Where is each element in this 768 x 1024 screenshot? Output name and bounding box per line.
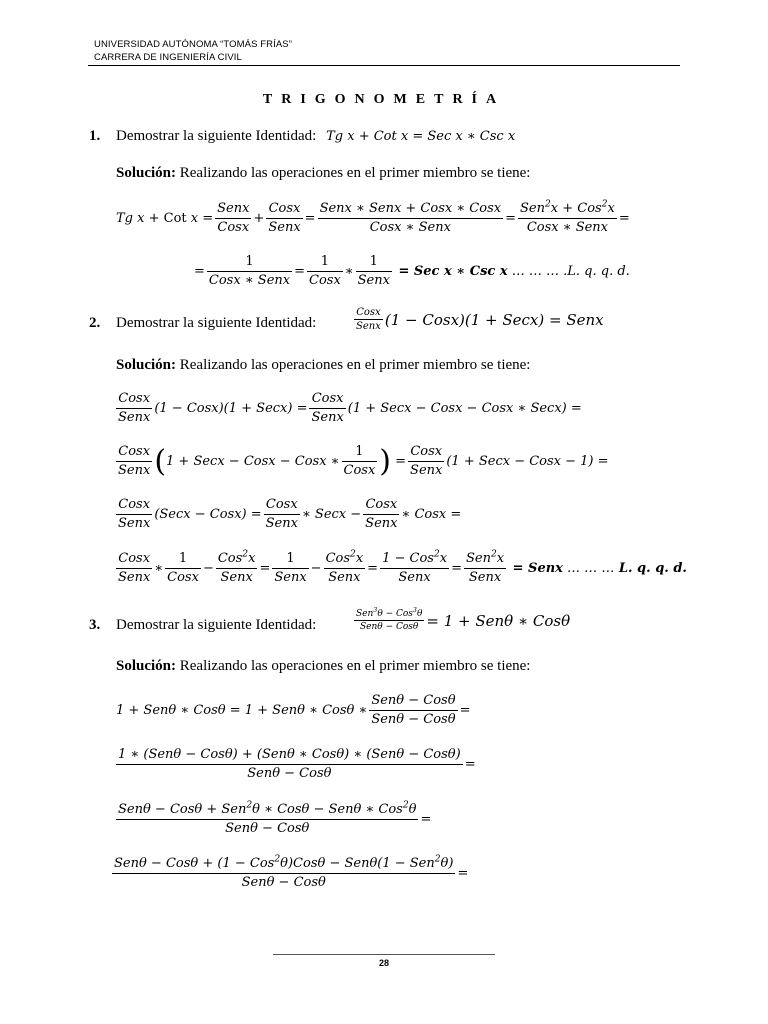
problem-1-statement: Demostrar la siguiente Identidad: Tg x + Cot x = Sec x ∗ Csc x (116, 128, 516, 144)
problem-3-step-2: 1 ∗ (Senθ − Cosθ) + (Senθ ∗ Cosθ) ∗ (Senθ − Cosθ) Senθ − Cosθ = (118, 747, 476, 781)
page-number: 28 (378, 958, 389, 968)
problem-2-step-2: Cosx Senx ( 1 + Secx − Cosx − Cosx ∗ 1 Cosx ) = Cosx Senx (1 + Secx − Cosx − 1) = (118, 443, 609, 479)
problem-3-identity: Sen$^3$θ − Cos$^3$θ Senθ − Cosθ = 1 + Senθ ∗ Cosθ (356, 607, 571, 632)
problem-2-statement: Demostrar la siguiente Identidad: (116, 315, 317, 331)
problem-1-step-1: Tg x + Cot x = Senx Cosx + Cosx Senx = Senx ∗ Senx + Cosx ∗ Cosx Cosx ∗ Senx = Sen$^2$x + Cos$^2$x Cosx ∗ Senx = (116, 199, 630, 235)
problem-2-solution: Solución: Realizando las operaciones en el primer miembro se tiene: (116, 357, 531, 373)
header-divider (88, 65, 680, 66)
problem-2-step-1: Cosx Senx (1 − Cosx)(1 + Secx) = Cosx Senx (1 + Secx − Cosx − Cosx ∗ Secx) = (118, 391, 582, 425)
problem-1-identity: Tg x + Cot x = Sec x ∗ Csc x (326, 129, 516, 144)
problem-2-identity: Cosx Senx (1 − Cosx)(1 + Secx) = Senx (356, 307, 604, 332)
problem-2-step-3: Cosx Senx (Secx − Cosx) = Cosx Senx ∗ Secx − Cosx Senx ∗ Cosx = (118, 497, 462, 531)
problem-1-solution: Solución: Realizando las operaciones en el primer miembro se tiene: (116, 165, 531, 181)
problem-3-number: 3. (89, 617, 101, 633)
problem-1-number: 1. (89, 128, 101, 144)
footer-divider (273, 954, 495, 955)
problem-3-step-1: 1 + Senθ ∗ Cosθ = 1 + Senθ ∗ Cosθ ∗ Senθ − Cosθ Senθ − Cosθ = (116, 693, 471, 727)
problem-3-solution: Solución: Realizando las operaciones en el primer miembro se tiene: (116, 658, 531, 674)
problem-3-step-3: Senθ − Cosθ + Sen$^2$θ ∗ Cosθ − Senθ ∗ Cos$^2$θ Senθ − Cosθ = (118, 800, 432, 836)
problem-3-step-4: Senθ − Cosθ + (1 − Cos$^2$θ)Cosθ − Senθ(1 − Sen$^2$θ) Senθ − Cosθ = (114, 854, 469, 890)
header-department: CARRERA DE INGENIERÍA CIVIL (94, 52, 242, 63)
problem-1-step-2: = 1 Cosx ∗ Senx = 1 Cosx ∗ 1 Senx = Sec x ∗ Csc x … … … .L. q. q. d. (194, 254, 630, 288)
problem-3-statement: Demostrar la siguiente Identidad: (116, 617, 317, 633)
problem-2-step-4: Cosx Senx ∗ 1 Cosx − Cos$^2$x Senx = 1 Senx − Cos$^2$x Senx = 1 − Cos$^2$x Senx = Sen$^2$x Senx = Senx … … … L. q. q. d. (118, 549, 687, 585)
page-title: TRIGONOMETRÍA (262, 92, 506, 107)
header-university: UNIVERSIDAD AUTÓNOMA “TOMÁS FRÍAS” (94, 39, 292, 50)
page-header (94, 38, 292, 64)
problem-2-number: 2. (89, 315, 101, 331)
